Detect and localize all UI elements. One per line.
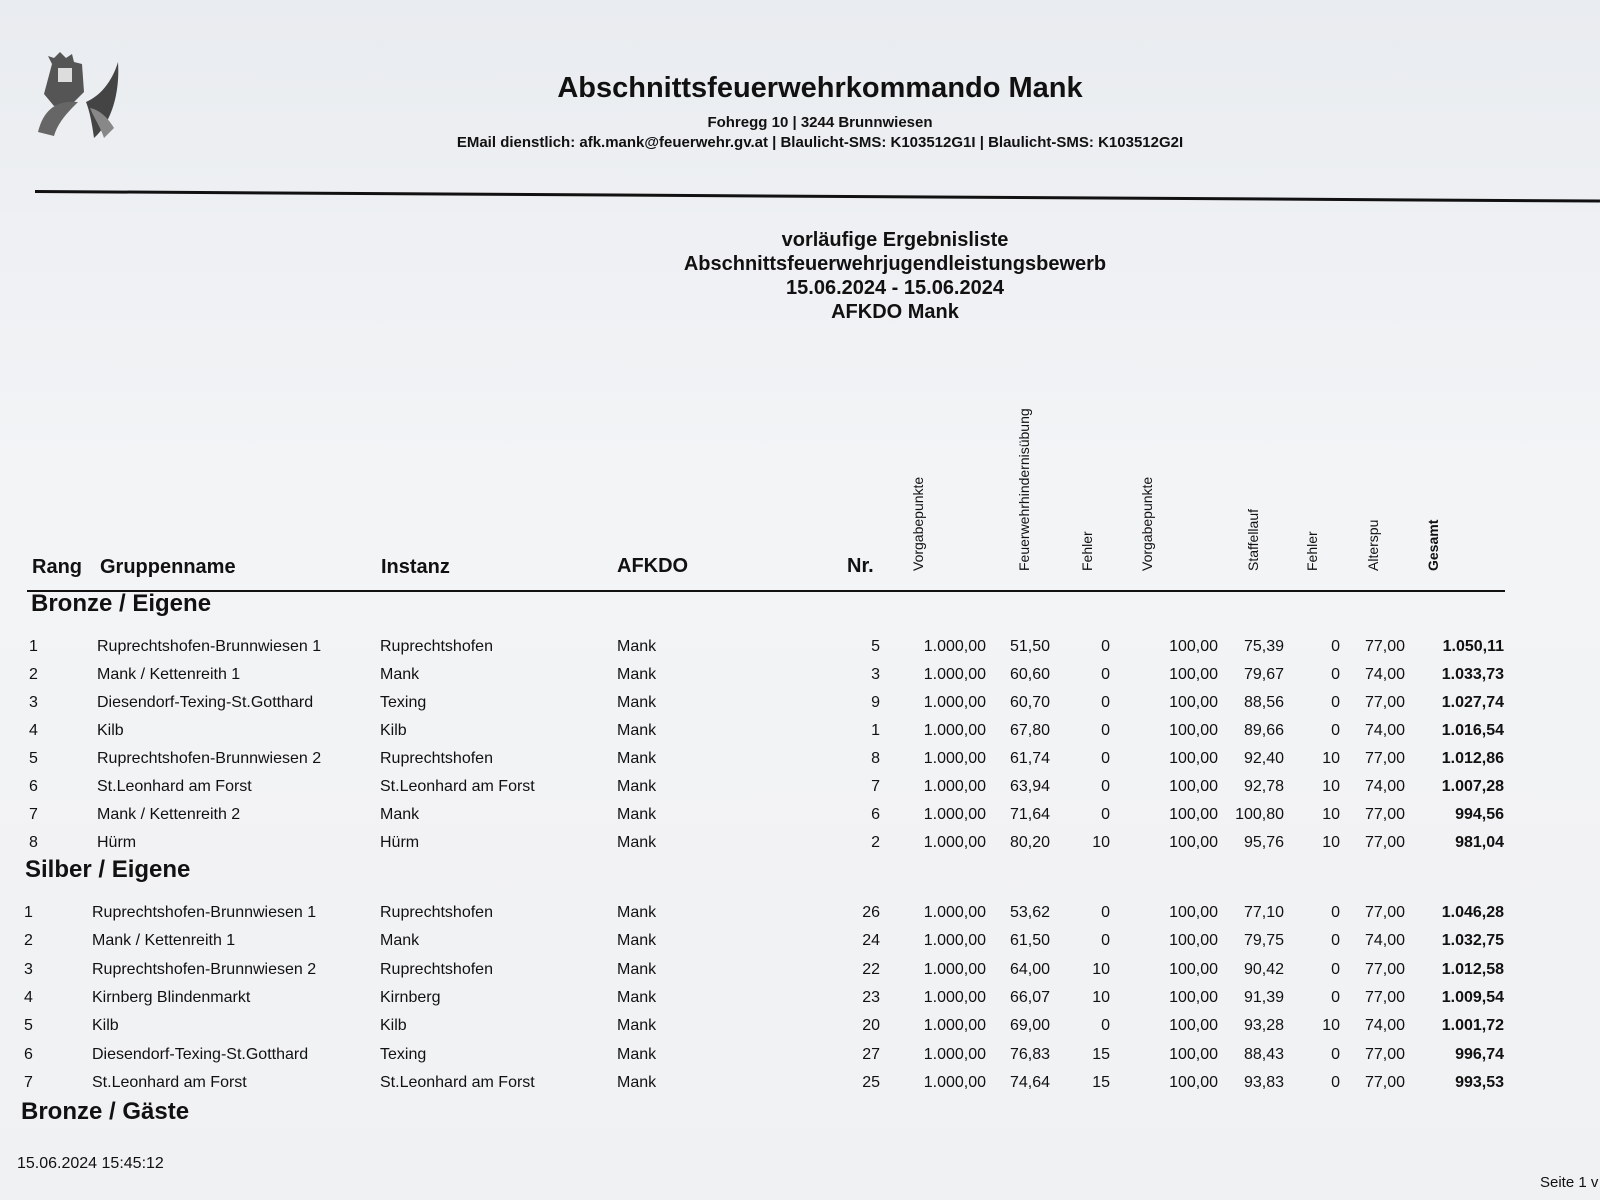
cell-vp2: 100,00 bbox=[1169, 932, 1218, 950]
cell-nr: 5 bbox=[871, 638, 880, 655]
cell-fhu: 80,20 bbox=[1009, 834, 1050, 851]
cell-f1: 0 bbox=[1101, 1017, 1110, 1035]
cell-f2: 0 bbox=[1331, 1045, 1340, 1063]
table-header-divider bbox=[27, 590, 1505, 592]
column-header-fehler-2: Fehler bbox=[1304, 531, 1320, 571]
cell-f2: 0 bbox=[1331, 932, 1340, 950]
cell-f2: 10 bbox=[1322, 806, 1340, 823]
cell-f2: 10 bbox=[1322, 1017, 1340, 1035]
coat-of-arms-logo bbox=[34, 52, 120, 142]
column-header-fehler-1: Fehler bbox=[1079, 531, 1095, 571]
cell-fhu: 60,60 bbox=[1009, 666, 1050, 683]
cell-instanz: Mank bbox=[380, 806, 420, 823]
column-header-alterspunkte: Alterspu bbox=[1365, 519, 1381, 571]
cell-f2: 0 bbox=[1331, 638, 1340, 655]
column-header-gesamt: Gesamt bbox=[1425, 519, 1441, 571]
cell-nr: 2 bbox=[871, 834, 880, 851]
cell-vp1: 1.000,00 bbox=[923, 778, 986, 795]
competition-district: AFKDO Mank bbox=[831, 301, 959, 323]
cell-instanz: Mank bbox=[380, 666, 420, 683]
cell-rang: 1 bbox=[29, 638, 38, 655]
cell-alter: 77,00 bbox=[1364, 750, 1405, 767]
cell-afkdo: Mank bbox=[617, 806, 657, 823]
cell-f2: 10 bbox=[1322, 778, 1340, 795]
cell-rang: 6 bbox=[29, 778, 38, 795]
column-header-vorgabepunkte-1: Vorgabepunkte bbox=[910, 476, 926, 571]
cell-f1: 15 bbox=[1092, 1045, 1110, 1063]
cell-name: St.Leonhard am Forst bbox=[92, 1073, 247, 1091]
cell-f1: 10 bbox=[1092, 834, 1110, 851]
cell-afkdo: Mank bbox=[617, 750, 657, 767]
cell-fhu: 71,64 bbox=[1009, 806, 1050, 823]
cell-gesamt: 1.012,86 bbox=[1441, 750, 1504, 767]
section-heading: Silber / Eigene bbox=[25, 856, 191, 883]
cell-instanz: Mank bbox=[380, 932, 420, 950]
cell-gesamt: 1.046,28 bbox=[1441, 904, 1504, 921]
cell-rang: 6 bbox=[24, 1045, 33, 1063]
cell-sl: 95,76 bbox=[1243, 834, 1284, 851]
cell-rang: 4 bbox=[24, 988, 33, 1006]
cell-sl: 93,28 bbox=[1243, 1017, 1284, 1035]
cell-rang: 7 bbox=[24, 1073, 33, 1091]
cell-vp1: 1.000,00 bbox=[923, 1045, 986, 1063]
cell-name: Mank / Kettenreith 2 bbox=[97, 806, 241, 823]
cell-gesamt: 1.016,54 bbox=[1441, 722, 1504, 739]
cell-instanz: Ruprechtshofen bbox=[380, 904, 493, 921]
list-type: vorläufige Ergebnisliste bbox=[781, 229, 1009, 251]
cell-f2: 0 bbox=[1331, 904, 1340, 921]
cell-f1: 15 bbox=[1092, 1073, 1110, 1091]
cell-rang: 4 bbox=[29, 722, 38, 739]
cell-alter: 77,00 bbox=[1364, 806, 1405, 823]
cell-vp2: 100,00 bbox=[1169, 988, 1218, 1006]
cell-afkdo: Mank bbox=[617, 904, 657, 921]
cell-gesamt: 996,74 bbox=[1455, 1045, 1504, 1063]
column-header-feuerwehrhindernisuebung: Feuerwehrhindernisübung bbox=[1016, 408, 1032, 571]
cell-f1: 0 bbox=[1101, 694, 1110, 711]
cell-instanz: Hürm bbox=[380, 834, 420, 851]
cell-afkdo: Mank bbox=[617, 722, 657, 739]
cell-afkdo: Mank bbox=[617, 778, 657, 795]
section-heading: Bronze / Eigene bbox=[31, 590, 212, 617]
cell-sl: 90,42 bbox=[1243, 960, 1284, 978]
cell-f2: 10 bbox=[1322, 750, 1340, 767]
cell-rang: 7 bbox=[29, 806, 38, 823]
cell-instanz: St.Leonhard am Forst bbox=[380, 1073, 535, 1091]
cell-nr: 27 bbox=[862, 1045, 880, 1063]
cell-fhu: 74,64 bbox=[1009, 1073, 1050, 1091]
cell-nr: 8 bbox=[871, 750, 880, 767]
cell-gesamt: 981,04 bbox=[1455, 834, 1504, 851]
cell-sl: 79,75 bbox=[1243, 932, 1284, 950]
cell-vp2: 100,00 bbox=[1169, 904, 1218, 921]
cell-vp1: 1.000,00 bbox=[923, 960, 986, 978]
cell-instanz: Texing bbox=[380, 1045, 427, 1063]
cell-vp1: 1.000,00 bbox=[923, 722, 986, 739]
cell-alter: 77,00 bbox=[1364, 960, 1405, 978]
column-header-nr: Nr. bbox=[847, 555, 874, 577]
cell-afkdo: Mank bbox=[617, 638, 657, 655]
cell-name: St.Leonhard am Forst bbox=[97, 778, 252, 795]
cell-f2: 0 bbox=[1331, 722, 1340, 739]
cell-vp2: 100,00 bbox=[1169, 806, 1218, 823]
cell-f2: 10 bbox=[1322, 834, 1340, 851]
cell-rang: 1 bbox=[24, 904, 33, 921]
cell-alter: 77,00 bbox=[1364, 988, 1405, 1006]
cell-instanz: Ruprechtshofen bbox=[380, 638, 493, 655]
column-header-gruppenname: Gruppenname bbox=[100, 556, 236, 578]
cell-fhu: 76,83 bbox=[1009, 1045, 1050, 1063]
cell-f2: 0 bbox=[1331, 960, 1340, 978]
cell-vp1: 1.000,00 bbox=[923, 750, 986, 767]
cell-fhu: 64,00 bbox=[1009, 960, 1050, 978]
print-timestamp: 15.06.2024 15:45:12 bbox=[17, 1155, 164, 1172]
cell-alter: 77,00 bbox=[1364, 834, 1405, 851]
cell-nr: 20 bbox=[862, 1017, 880, 1035]
page-number: Seite 1 v bbox=[1540, 1174, 1599, 1191]
cell-vp1: 1.000,00 bbox=[923, 1073, 986, 1091]
cell-fhu: 51,50 bbox=[1009, 638, 1050, 655]
cell-vp2: 100,00 bbox=[1169, 1073, 1218, 1091]
cell-vp1: 1.000,00 bbox=[923, 834, 986, 851]
cell-afkdo: Mank bbox=[617, 932, 657, 950]
cell-nr: 9 bbox=[871, 694, 880, 711]
cell-gesamt: 1.001,72 bbox=[1441, 1017, 1504, 1035]
cell-alter: 74,00 bbox=[1364, 666, 1405, 683]
cell-gesamt: 1.012,58 bbox=[1441, 960, 1504, 978]
cell-f1: 0 bbox=[1101, 638, 1110, 655]
cell-fhu: 60,70 bbox=[1009, 694, 1050, 711]
cell-nr: 1 bbox=[871, 722, 880, 739]
cell-vp2: 100,00 bbox=[1169, 750, 1218, 767]
cell-name: Ruprechtshofen-Brunnwiesen 2 bbox=[92, 960, 317, 978]
cell-vp1: 1.000,00 bbox=[923, 932, 986, 950]
cell-name: Kirnberg Blindenmarkt bbox=[92, 988, 251, 1006]
cell-afkdo: Mank bbox=[617, 1017, 657, 1035]
organization-address: Fohregg 10 | 3244 Brunnwiesen bbox=[707, 114, 933, 131]
cell-nr: 6 bbox=[871, 806, 880, 823]
cell-f1: 0 bbox=[1101, 750, 1110, 767]
cell-afkdo: Mank bbox=[617, 834, 657, 851]
cell-name: Mank / Kettenreith 1 bbox=[97, 666, 241, 683]
cell-vp2: 100,00 bbox=[1169, 1045, 1218, 1063]
cell-nr: 24 bbox=[862, 932, 880, 950]
cell-sl: 79,67 bbox=[1243, 666, 1284, 683]
cell-fhu: 61,50 bbox=[1009, 932, 1050, 950]
cell-gesamt: 1.033,73 bbox=[1441, 666, 1504, 683]
competition-name: Abschnittsfeuerwehrjugendleistungsbewerb bbox=[683, 253, 1107, 275]
cell-name: Kilb bbox=[97, 722, 124, 739]
cell-nr: 25 bbox=[862, 1073, 880, 1091]
column-header-vorgabepunkte-2: Vorgabepunkte bbox=[1139, 476, 1155, 571]
cell-f1: 0 bbox=[1101, 722, 1110, 739]
cell-afkdo: Mank bbox=[617, 666, 657, 683]
cell-afkdo: Mank bbox=[617, 1073, 657, 1091]
section-heading: Bronze / Gäste bbox=[21, 1098, 190, 1125]
cell-rang: 2 bbox=[29, 666, 38, 683]
cell-f1: 10 bbox=[1092, 988, 1110, 1006]
cell-gesamt: 1.009,54 bbox=[1441, 988, 1504, 1006]
cell-afkdo: Mank bbox=[617, 694, 657, 711]
cell-sl: 91,39 bbox=[1243, 988, 1284, 1006]
cell-afkdo: Mank bbox=[617, 1045, 657, 1063]
cell-vp1: 1.000,00 bbox=[923, 1017, 986, 1035]
cell-rang: 8 bbox=[29, 834, 38, 851]
cell-sl: 77,10 bbox=[1243, 904, 1284, 921]
cell-nr: 7 bbox=[871, 778, 880, 795]
cell-vp1: 1.000,00 bbox=[923, 904, 986, 921]
cell-nr: 3 bbox=[871, 666, 880, 683]
cell-alter: 74,00 bbox=[1364, 778, 1405, 795]
cell-vp2: 100,00 bbox=[1169, 960, 1218, 978]
cell-name: Diesendorf-Texing-St.Gotthard bbox=[97, 694, 314, 711]
cell-f2: 0 bbox=[1331, 666, 1340, 683]
cell-vp2: 100,00 bbox=[1169, 1017, 1218, 1035]
cell-instanz: Ruprechtshofen bbox=[380, 960, 493, 978]
cell-vp2: 100,00 bbox=[1169, 694, 1218, 711]
cell-vp2: 100,00 bbox=[1169, 778, 1218, 795]
cell-name: Diesendorf-Texing-St.Gotthard bbox=[92, 1045, 309, 1063]
cell-sl: 88,43 bbox=[1243, 1045, 1284, 1063]
cell-vp1: 1.000,00 bbox=[923, 806, 986, 823]
cell-vp1: 1.000,00 bbox=[923, 638, 986, 655]
cell-gesamt: 994,56 bbox=[1455, 806, 1504, 823]
cell-f2: 0 bbox=[1331, 988, 1340, 1006]
cell-fhu: 67,80 bbox=[1009, 722, 1050, 739]
cell-instanz: St.Leonhard am Forst bbox=[380, 778, 535, 795]
cell-sl: 92,78 bbox=[1243, 778, 1284, 795]
cell-alter: 74,00 bbox=[1364, 932, 1405, 950]
column-header-instanz: Instanz bbox=[381, 556, 450, 578]
cell-instanz: Kirnberg bbox=[380, 988, 441, 1006]
cell-rang: 3 bbox=[29, 694, 38, 711]
cell-rang: 5 bbox=[24, 1017, 33, 1035]
cell-name: Ruprechtshofen-Brunnwiesen 2 bbox=[97, 750, 322, 767]
cell-instanz: Ruprechtshofen bbox=[380, 750, 493, 767]
cell-sl: 75,39 bbox=[1243, 638, 1284, 655]
cell-gesamt: 1.032,75 bbox=[1441, 932, 1504, 950]
cell-name: Mank / Kettenreith 1 bbox=[92, 932, 236, 950]
cell-gesamt: 1.007,28 bbox=[1441, 778, 1504, 795]
cell-alter: 77,00 bbox=[1364, 638, 1405, 655]
competition-dates: 15.06.2024 - 15.06.2024 bbox=[786, 277, 1004, 299]
cell-f1: 0 bbox=[1101, 806, 1110, 823]
cell-f1: 10 bbox=[1092, 960, 1110, 978]
cell-sl: 92,40 bbox=[1243, 750, 1284, 767]
cell-f1: 0 bbox=[1101, 904, 1110, 921]
cell-vp2: 100,00 bbox=[1169, 638, 1218, 655]
cell-fhu: 69,00 bbox=[1009, 1017, 1050, 1035]
cell-alter: 77,00 bbox=[1364, 904, 1405, 921]
cell-gesamt: 1.027,74 bbox=[1441, 694, 1504, 711]
cell-f2: 0 bbox=[1331, 694, 1340, 711]
cell-afkdo: Mank bbox=[617, 988, 657, 1006]
cell-vp2: 100,00 bbox=[1169, 666, 1218, 683]
cell-name: Kilb bbox=[92, 1017, 119, 1035]
cell-rang: 3 bbox=[24, 960, 33, 978]
cell-alter: 77,00 bbox=[1364, 694, 1405, 711]
cell-vp2: 100,00 bbox=[1169, 834, 1218, 851]
cell-vp1: 1.000,00 bbox=[923, 988, 986, 1006]
cell-f2: 0 bbox=[1331, 1073, 1340, 1091]
cell-instanz: Kilb bbox=[380, 722, 407, 739]
cell-nr: 26 bbox=[862, 904, 880, 921]
cell-instanz: Texing bbox=[380, 694, 427, 711]
cell-f1: 0 bbox=[1101, 778, 1110, 795]
header-divider bbox=[35, 190, 1600, 203]
cell-alter: 74,00 bbox=[1364, 1017, 1405, 1035]
cell-alter: 74,00 bbox=[1364, 722, 1405, 739]
column-header-rang: Rang bbox=[32, 556, 82, 578]
organization-contact: EMail dienstlich: afk.mank@feuerwehr.gv.at | Blaulicht-SMS: K103512G1I | Blaulicht-SMS: K103512G2I bbox=[456, 134, 1184, 151]
cell-afkdo: Mank bbox=[617, 960, 657, 978]
cell-vp1: 1.000,00 bbox=[923, 694, 986, 711]
cell-nr: 23 bbox=[862, 988, 880, 1006]
cell-alter: 77,00 bbox=[1364, 1045, 1405, 1063]
cell-sl: 89,66 bbox=[1243, 722, 1284, 739]
cell-f1: 0 bbox=[1101, 932, 1110, 950]
cell-gesamt: 1.050,11 bbox=[1442, 638, 1504, 655]
cell-sl: 93,83 bbox=[1243, 1073, 1284, 1091]
cell-vp2: 100,00 bbox=[1169, 722, 1218, 739]
cell-f1: 0 bbox=[1101, 666, 1110, 683]
cell-alter: 77,00 bbox=[1364, 1073, 1405, 1091]
cell-gesamt: 993,53 bbox=[1455, 1073, 1504, 1091]
cell-vp1: 1.000,00 bbox=[923, 666, 986, 683]
cell-rang: 5 bbox=[29, 750, 38, 767]
column-header-staffellauf: Staffellauf bbox=[1245, 508, 1261, 571]
cell-nr: 22 bbox=[862, 960, 880, 978]
cell-fhu: 66,07 bbox=[1009, 988, 1050, 1006]
cell-fhu: 63,94 bbox=[1009, 778, 1050, 795]
column-header-afkdo: AFKDO bbox=[617, 555, 689, 577]
cell-instanz: Kilb bbox=[380, 1017, 407, 1035]
cell-fhu: 61,74 bbox=[1009, 750, 1050, 767]
cell-name: Ruprechtshofen-Brunnwiesen 1 bbox=[92, 904, 317, 921]
cell-sl: 88,56 bbox=[1243, 694, 1284, 711]
organization-title: Abschnittsfeuerwehrkommando Mank bbox=[557, 72, 1083, 104]
cell-rang: 2 bbox=[24, 932, 33, 950]
cell-sl: 100,80 bbox=[1235, 806, 1284, 823]
cell-name: Ruprechtshofen-Brunnwiesen 1 bbox=[97, 638, 322, 655]
cell-fhu: 53,62 bbox=[1009, 904, 1050, 921]
cell-name: Hürm bbox=[97, 834, 137, 851]
